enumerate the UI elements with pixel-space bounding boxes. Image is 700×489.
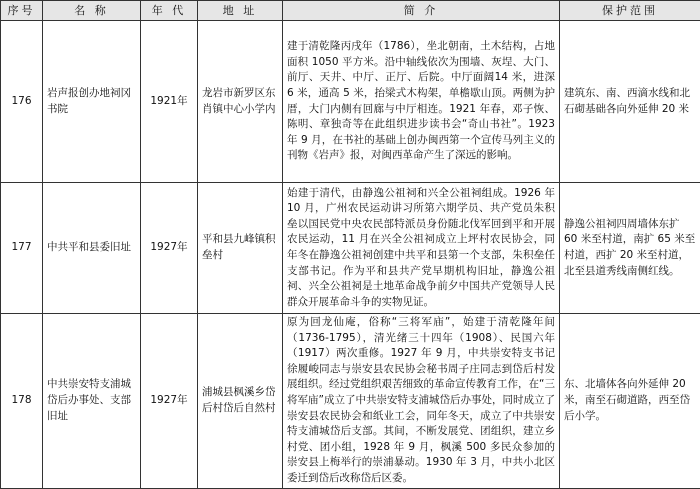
header-description: 简 介 (283, 1, 560, 21)
row-number: 178 (1, 314, 43, 489)
site-address: 平和县九峰镇积垒村 (198, 183, 283, 314)
header-protection-scope: 保护范围 (560, 1, 700, 21)
table-header-row (1, 1, 700, 21)
site-name: 中共崇安特支浦城岱后办事处、支部旧址 (43, 314, 141, 489)
row-number: 177 (1, 183, 43, 314)
row-number: 176 (1, 21, 43, 183)
header-address: 地 址 (198, 1, 283, 21)
site-address: 龙岩市新罗区东肖镇中心小学内 (198, 21, 283, 183)
site-description: 始建于清代，由静逸公祖祠和兴全公祖祠组成。1926 年 10 月，广州农民运动讲习所第六期学员、共产党员朱积垒以国民党中央农民部特派员身份随北伐军回到平和开展农民运动，11 月在兴全公祖祠成立上坪村农民协会，同年冬在静逸公祖祠创建中共平和县第一个支部，朱积垒任支部书记。作为平和县共产党早期机构旧址，静逸公祖祠、兴全公祖祠是土地革命战争前夕中国共产党领导人民群众开展革命斗争的实物见证。 (283, 183, 560, 314)
site-era: 1921年 (141, 21, 198, 183)
site-name: 岩声报创办地祠冈书院 (43, 21, 141, 183)
table-row (1, 21, 700, 183)
site-description: 原为回龙仙庵，俗称“三将军庙”，始建于清乾隆年间（1736-1795），清光绪三十四年（1908）、民国六年（1917）两次重修。1927 年 9 月，中共崇安特支书记徐履峻同志与崇安县农民协会秘书周子庄同志到岱后村发展组织。经过党组织艰苦细致的革命宣传教育工作，在“三将军庙”成立了中共崇安特支浦城岱后办事处，同时成立了崇安县农民协会和纸业工会，同年冬天，成立了中共崇安特支浦城岱后支部。其间，不断发展党、团组织，建立乡村党、团小组，1928 年 9 月，枫溪 500 多民众参加的崇安县上梅举行的崇浦暴动。1930 年 3 月，中共小北区委迁到岱后改称岱后区委。 (283, 314, 560, 489)
site-description: 建于清乾隆丙戌年（1786），坐北朝南，土木结构，占地面积 1050 平方米。沿中轴线依次为围墙、灰埕、大门、前厅、天井、中厅、正厅、后院。中厅面阔14 米，进深 6 米，通高 5 米，抬梁式木构架，单檐歇山顶。两侧为护厝，大门内侧有回廊与中厅相连。1921 年春，邓子恢、陈明、章独奇等在此组织进步读书会“奇山书社”。1923 年 9 月，在书社的基础上创办闽西第一个宣传马列主义的刊物《岩声》报，对闽西革命产生了深远的影响。 (283, 21, 560, 183)
protection-scope: 建筑东、南、西滴水线和北石砌基础各向外延伸 20 米 (560, 21, 700, 183)
site-address: 浦城县枫溪乡岱后村岱后自然村 (198, 314, 283, 489)
protection-scope: 静逸公祖祠四周墙体东扩 60 米至村道，南扩 65 米至村道，西扩 20 米至村道，北至县道秀线南侧红线。 (560, 183, 700, 314)
header-number: 序号 (1, 1, 43, 21)
table-row (1, 183, 700, 314)
protection-scope: 东、北墙体各向外延伸 20 米，南至石砌道路，西至岱后小学。 (560, 314, 700, 489)
site-era: 1927年 (141, 183, 198, 314)
table-row (1, 314, 700, 489)
site-name: 中共平和县委旧址 (43, 183, 141, 314)
header-era: 年 代 (141, 1, 198, 21)
site-era: 1927年 (141, 314, 198, 489)
header-name: 名 称 (43, 1, 141, 21)
